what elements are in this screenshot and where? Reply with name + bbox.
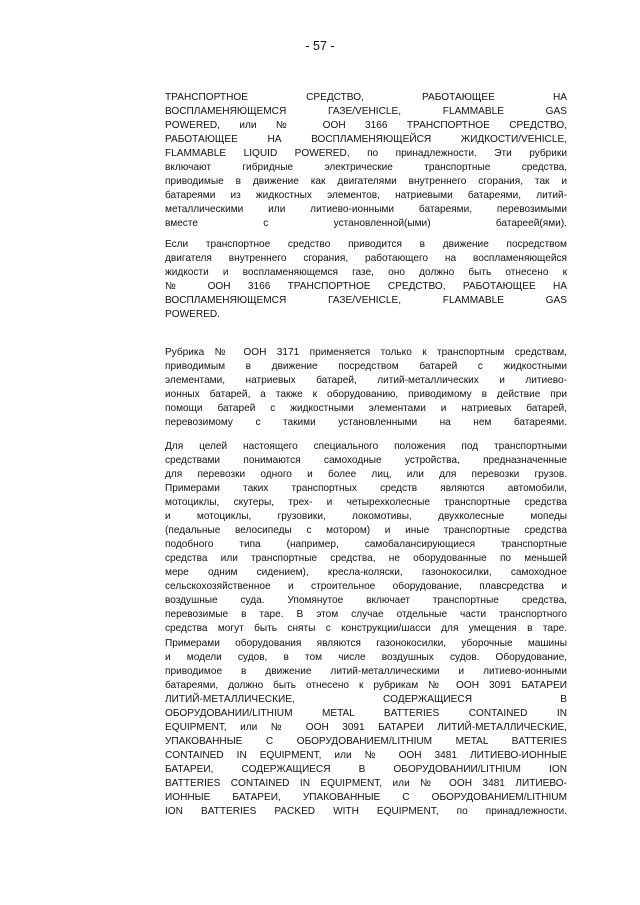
- paragraph-internal-combustion: Если транспортное средство приводится в движение посредством двигателя внутреннего сгорания, работающего на воспламеняющейся жидкости и воспламеняющемся газе, оно должно быть отнесено к № ООН 3166 ТРАНСПОРТНОЕ СРЕДСТВО, РАБОТАЮЩЕЕ НА ВОСПЛАМЕНЯЮЩЕМСЯ ГАЗЕ/VEHICLE, FLAMMABLE GAS POWERED.: [165, 239, 567, 320]
- paragraph-un3171: Рубрика № ООН 3171 применяется только к транспортным средствам, приводимым в движение посредством батарей с жидкостными элементами, натриевых батарей, литий-металлических и литиево- ионных батарей, а также к оборудованию, приводимому в действие при помощи батарей с жидкостными элементами и натриевых батарей, перевозимому с такими установленными на нем батареями.: [165, 347, 567, 428]
- page-number: - 57 -: [305, 39, 335, 53]
- paragraph-vehicle-definition: Для целей настоящего специального положения под транспортными средствами понимаются самоходные устройства, предназначенные для перевозки одного и более лиц, или для перевозки грузов. Примерами таких транспортных средств являются автомобили, мотоциклы, скутеры, трех- и четырехколесные транспортные средства и мотоциклы, грузовики, локомотивы, двухколесные мопеды (педальные велосипеды с мотором) и иные транспортные средства подобного типа (например, самобалансирующиеся транспортные средства или транспортные средства, не оборудованные по меньшей мере одним сидением), кресла-коляски, газонокосилки, самоходное сельскохозяйственное и строительное оборудование, плавсредства и воздушные суда. Упомянутое включает транспортные средства, перевозимые в таре. В этом случае отдельные части транспортного средства могут быть сняты с конструкции/шасси для умещения в таре.: [165, 441, 567, 634]
- paragraph-equipment-examples: Примерами оборудования являются газонокосилки, уборочные машины и модели судов, в том числе воздушных судов. Оборудование, приводимое в движение литий-металлическими и литиево-ионными батареями, должно быть отнесено к рубрикам № ООН 3091 БАТАРЕИ ЛИТИЙ-МЕТАЛЛИЧЕСКИЕ, СОДЕРЖАЩИЕСЯ В ОБОРУДОВАНИИ/LITHIUM METAL BATTERIES CONTAINED IN EQUIPMENT, или № ООН 3091 БАТАРЕИ ЛИТИЙ-МЕТАЛЛИЧЕСКИЕ, УПАКОВАННЫЕ С ОБОРУДОВАНИЕМ/LITHIUM METAL BATTERIES CONTAINED IN EQUIPMENT, или № ООН 3481 ЛИТИЕВО-ИОННЫЕ БАТАРЕИ, СОДЕРЖАЩИЕСЯ В ОБОРУДОВАНИИ/LITHIUM ION BATTERIES CONTAINED IN EQUIPMENT, или № ООН 3481 ЛИТИЕВО- ИОННЫЕ БАТАРЕИ, УПАКОВАННЫЕ С ОБОРУДОВАНИЕМ/LITHIUM ION BATTERIES PACKED WITH EQUIPMENT, по принадлежности.: [165, 638, 567, 817]
- paragraph-vehicle-entries: ТРАНСПОРТНОЕ СРЕДСТВО, РАБОТАЮЩЕЕ НА ВОСПЛАМЕНЯЮЩЕМСЯ ГАЗЕ/VEHICLE, FLAMMABLE GAS POWERED, или № ООН 3166 ТРАНСПОРТНОЕ СРЕДСТВО, РАБОТАЮЩЕЕ НА ВОСПЛАМЕНЯЮЩЕЙСЯ ЖИДКОСТИ/VEHICLE, FLAMMABLE LIQUID POWERED, по принадлежности. Эти рубрики включают гибридные электрические транспортные средства, приводимые в движение как двигателями внутреннего сгорания, так и батареями из жидкостных элементов, натриевыми батареями, литий- металлическими или литиево-ионными батареями, перевозимыми вместе с установленной(ыми) батареей(ями).: [165, 92, 567, 229]
